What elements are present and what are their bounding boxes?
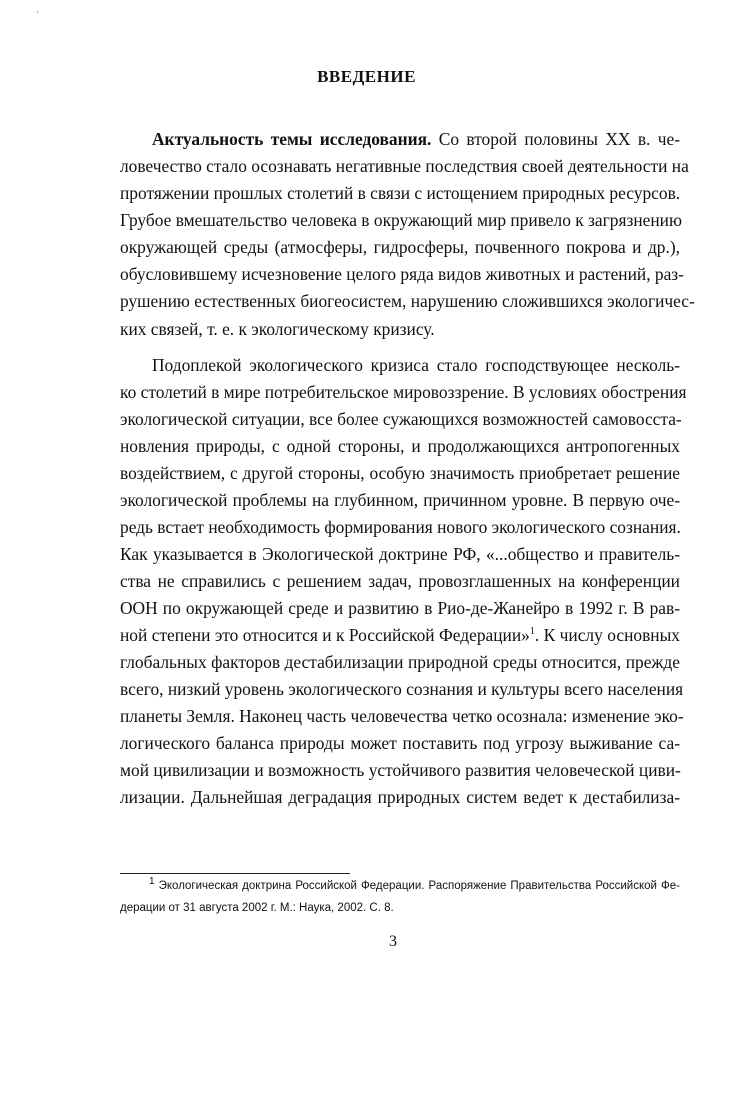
paragraph-1-line: рушению естественных биогеосистем, нарушению сложившихся экологичес- <box>120 291 695 311</box>
paragraph-2-line: планеты Земля. Наконец часть человечества четко осознала: изменение эко- <box>120 706 684 726</box>
paragraph-2-line-1: Подоплекой экологического кризиса стало господствующее несколь- <box>152 355 680 375</box>
footnote-line-1 <box>149 878 680 894</box>
scan-corner-mark: ' <box>37 10 39 19</box>
footnote-divider <box>120 873 350 874</box>
paragraph-2-line: глобальных факторов дестабилизации природной среды относится, прежде <box>120 652 680 672</box>
paragraph-1-line: Грубое вмешательство человека в окружающий мир привело к загрязнению <box>120 210 682 230</box>
footnote-text-1: Экологическая доктрина Российской Федерации. Распоряжение Правительства Российской Фе- <box>154 880 680 892</box>
paragraph-2-line: новления природы, с одной стороны, и продолжающихся антропогенных <box>120 436 680 456</box>
paragraph-1-line-1-text: Со второй половины XX в. че- <box>431 129 680 149</box>
footnote-marker: 1 <box>149 876 155 888</box>
page-title: ВВЕДЕНИЕ <box>317 67 416 86</box>
paragraph-2-line: ООН по окружающей среде и развитию в Рио-де-Жанейро в 1992 г. В рав- <box>120 598 680 618</box>
paragraph-2-line: редь встает необходимость формирования нового экологического сознания. <box>120 517 681 537</box>
footnote-line-2: дерации от 31 августа 2002 г. М.: Наука, 2002. С. 8. <box>120 902 394 914</box>
paragraph-2-text-before-footnote: ной степени это относится и к Российской Федерации» <box>120 625 530 645</box>
paragraph-2-line: Как указывается в Экологической доктрине РФ, «...общество и правитель- <box>120 544 680 564</box>
paragraph-1-line: протяжении прошлых столетий в связи с истощением природных ресурсов. <box>120 183 681 203</box>
paragraph-2-text-after-footnote: . К числу основных <box>534 625 680 645</box>
section-lead-heading: Актуальность темы исследования. <box>152 129 432 149</box>
paragraph-1-line-1 <box>152 128 680 150</box>
paragraph-2-line: воздействием, с другой стороны, особую значимость приобретает решение <box>120 463 680 483</box>
paragraph-1-line: окружающей среды (атмосферы, гидросферы, почвенного покрова и др.), <box>120 237 680 257</box>
paragraph-2-line: ства не справились с решением задач, провозглашенных на конференции <box>120 571 680 591</box>
paragraph-1-line: ловечество стало осознавать негативные последствия своей деятельности на <box>120 156 689 176</box>
paragraph-2-line: экологической проблемы на глубинном, причинном уровне. В первую оче- <box>120 490 680 510</box>
paragraph-2-line: мой цивилизации и возможность устойчивого развития человеческой циви- <box>120 760 681 780</box>
paragraph-2-line-with-footnote <box>120 624 680 646</box>
paragraph-1-line: ких связей, т. е. к экологическому кризису. <box>120 319 435 339</box>
paragraph-2-line: ко столетий в мире потребительское мировоззрение. В условиях обострения <box>120 382 687 402</box>
paragraph-2-line: всего, низкий уровень экологического сознания и культуры всего населения <box>120 679 684 699</box>
paragraph-1-line: обусловившему исчезновение целого ряда видов животных и растений, раз- <box>120 264 684 284</box>
paragraph-2-line: экологической ситуации, все более сужающихся возможностей самовосста- <box>120 409 682 429</box>
paragraph-2-line: лизации. Дальнейшая деградация природных систем ведет к дестабилиза- <box>120 787 680 807</box>
footnote-reference[interactable]: 1 <box>529 626 535 638</box>
paragraph-2-line: логического баланса природы может поставить под угрозу выживание са- <box>120 733 680 753</box>
page-number: 3 <box>389 933 397 950</box>
